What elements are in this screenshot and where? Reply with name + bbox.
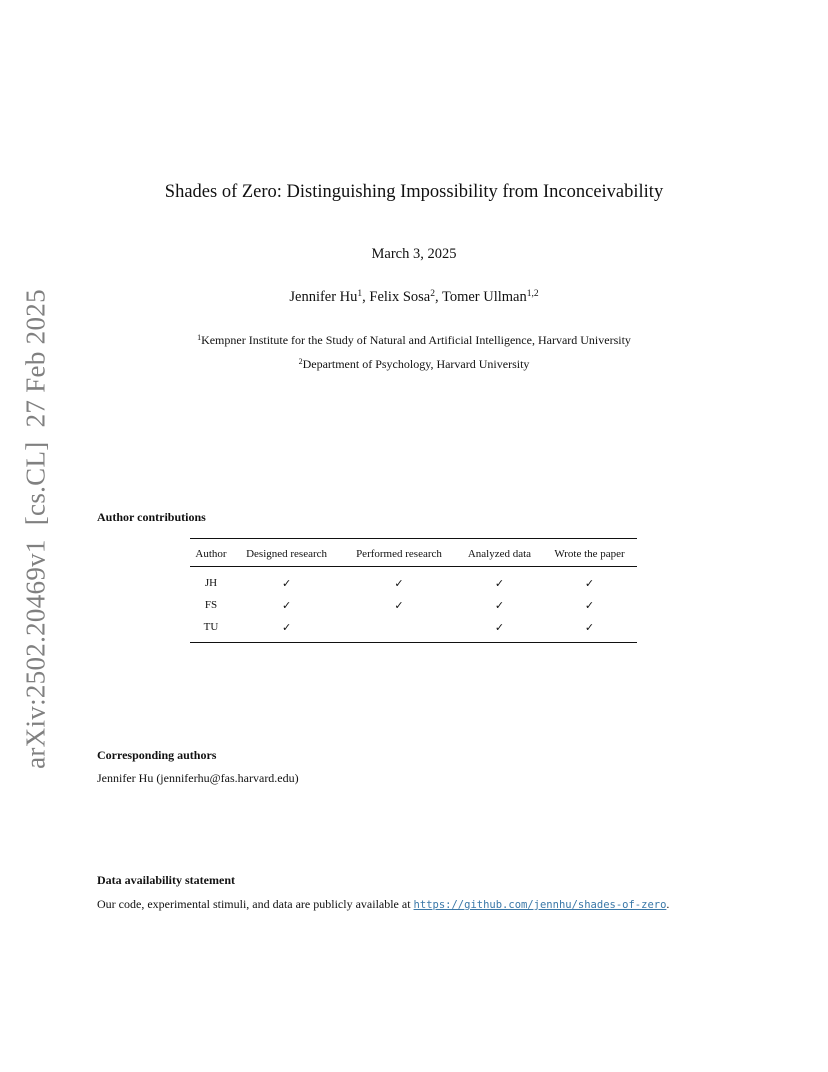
contributions-table bbox=[190, 538, 637, 643]
column-header: Performed research bbox=[356, 548, 442, 560]
paper-date: March 3, 2025 bbox=[371, 246, 457, 262]
table-row bbox=[190, 567, 637, 595]
check-mark: ✓ bbox=[584, 576, 595, 590]
author-name: Jennifer Hu bbox=[289, 289, 358, 305]
arxiv-date: 27 Feb 2025 bbox=[20, 289, 51, 428]
author-list: Jennifer Hu$^1$, Felix Sosa$^2$, Tomer Ullman$^{1,2}$ bbox=[289, 289, 539, 305]
affiliation bbox=[0, 333, 828, 348]
column-header: Analyzed data bbox=[467, 548, 532, 560]
author-cell: JH bbox=[204, 577, 218, 589]
data-availability-lead: Our code, experimental stimuli, and data are publicly available at bbox=[97, 897, 414, 911]
column-header: Wrote the paper bbox=[554, 548, 625, 560]
check-mark: ✓ bbox=[281, 598, 292, 612]
check-mark: ✓ bbox=[281, 576, 292, 590]
check-mark: ✓ bbox=[281, 620, 292, 634]
column-header: Author bbox=[195, 548, 227, 560]
column-header: Designed research bbox=[246, 548, 328, 560]
table-header-row bbox=[190, 539, 637, 567]
table-row bbox=[190, 594, 637, 616]
arxiv-category: [cs.CL] bbox=[20, 441, 51, 526]
check-mark: ✓ bbox=[584, 598, 595, 612]
data-availability-end: . bbox=[666, 897, 670, 911]
table-row bbox=[190, 616, 637, 643]
contributions-heading: Author contributions bbox=[97, 510, 206, 524]
author-cell: FS bbox=[204, 599, 218, 611]
author-name: Felix Sosa bbox=[369, 289, 431, 305]
author-affil-mark: 2 bbox=[430, 289, 435, 299]
affiliation-mark: 2 bbox=[298, 357, 303, 366]
author-cell: TU bbox=[203, 621, 219, 633]
data-availability-heading: Data availability statement bbox=[97, 873, 235, 887]
check-mark: ✓ bbox=[494, 598, 505, 612]
arxiv-id: arXiv:2502.20469v1 bbox=[20, 539, 51, 769]
check-mark: ✓ bbox=[494, 576, 505, 590]
check-mark: ✓ bbox=[584, 620, 595, 634]
arxiv-stamp bbox=[21, 275, 52, 769]
affiliation bbox=[0, 357, 828, 372]
author-affil-mark: 1,2 bbox=[526, 289, 539, 299]
data-availability-text bbox=[97, 897, 669, 912]
check-mark: ✓ bbox=[494, 620, 505, 634]
check-mark bbox=[341, 616, 457, 643]
check-mark: ✓ bbox=[394, 576, 404, 590]
author-name: Tomer Ullman bbox=[441, 289, 527, 305]
paper-title: Shades of Zero: Distinguishing Impossibility from Inconceivability bbox=[164, 182, 664, 202]
affiliation-text: Department of Psychology, Harvard University bbox=[302, 357, 530, 371]
repo-link[interactable]: https://github.com/jennhu/shades-of-zero bbox=[413, 899, 667, 911]
affiliation-text: Kempner Institute for the Study of Natural and Artificial Intelligence, Harvard University bbox=[201, 333, 631, 347]
corresponding-text: Jennifer Hu (jenniferhu@fas.harvard.edu) bbox=[97, 771, 299, 785]
author-affil-mark: 1 bbox=[357, 289, 363, 299]
affiliation-mark: 1 bbox=[197, 333, 202, 342]
check-mark: ✓ bbox=[394, 598, 404, 612]
corresponding-heading: Corresponding authors bbox=[97, 748, 217, 762]
